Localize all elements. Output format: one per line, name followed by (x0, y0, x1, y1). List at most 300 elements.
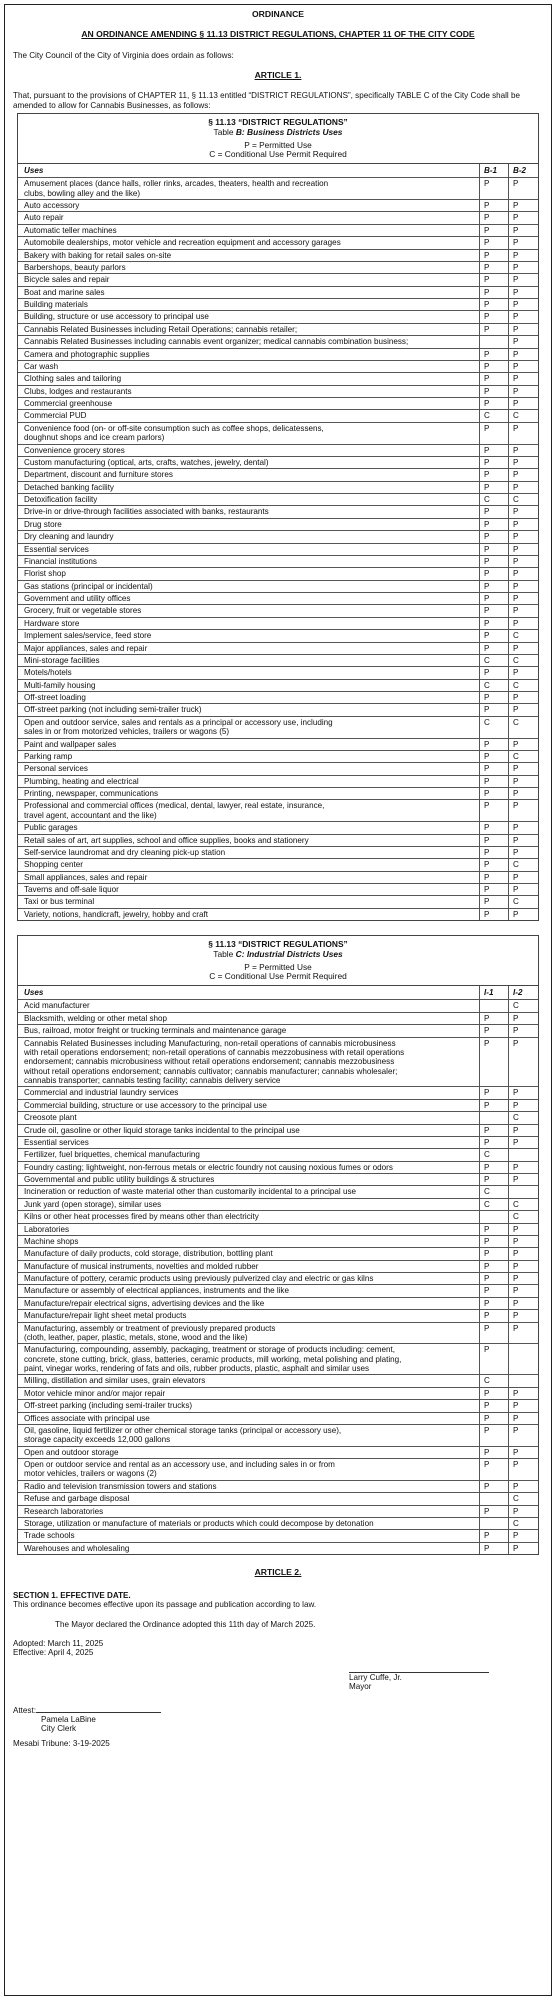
use-cell: Automatic teller machines (18, 225, 480, 236)
use-cell: Taverns and off-sale liquor (18, 884, 480, 895)
district-1-cell: P (480, 581, 509, 592)
district-2-cell: P (513, 1506, 519, 1516)
use-cell: Department, discount and furniture stores (18, 469, 480, 480)
district-2-cell: P (513, 1274, 519, 1283)
table-row (18, 1530, 538, 1542)
table-row (18, 556, 538, 568)
district-1-cell: P (480, 1543, 509, 1554)
district-1-cell: P (480, 373, 509, 384)
district-1-cell: P (480, 225, 509, 236)
district-1-cell: C (480, 1186, 509, 1197)
ordinance-page (4, 4, 552, 1996)
district-2-cell: P (513, 885, 519, 895)
district-1-cell: P (480, 361, 509, 372)
table-row (18, 1323, 538, 1345)
use-cell: Milling, distillation and similar uses, grain elevators (18, 1375, 480, 1386)
table-b-body (18, 164, 538, 920)
use-cell: Bus, railroad, motor freight or trucking terminals and maintenance garage (18, 1025, 480, 1036)
use-cell: Convenience grocery stores (18, 445, 480, 456)
table-row (18, 262, 538, 274)
district-1-cell: P (480, 386, 509, 397)
use-cell: Plumbing, heating and electrical (18, 776, 480, 787)
district-1-cell: C (480, 1199, 509, 1210)
district-2-cell: P (513, 643, 519, 653)
district-1-cell: P (480, 299, 509, 310)
table-row (18, 717, 538, 739)
table-b-legend-p: P = Permitted Use (244, 139, 312, 150)
table-row (18, 1174, 538, 1186)
table-row (18, 581, 538, 593)
table-row (18, 1162, 538, 1174)
use-cell: Public garages (18, 822, 480, 833)
table-row (18, 630, 538, 642)
district-2-cell: P (513, 1236, 519, 1246)
use-cell: Research laboratories (18, 1506, 480, 1517)
district-1-cell: P (480, 311, 509, 322)
district-2-cell: C (513, 1518, 519, 1528)
table-row (18, 1000, 538, 1012)
use-cell: Auto accessory (18, 200, 480, 211)
table-row (18, 445, 538, 457)
use-cell: Motor vehicle minor and/or major repair (18, 1388, 480, 1399)
district-2-cell: P (513, 238, 519, 248)
table-b-title: § 11.13 “DISTRICT REGULATIONS” (208, 117, 348, 128)
table-row (18, 884, 538, 896)
table-b-label: Table B: Business Districts Uses (213, 126, 343, 137)
clerk-name: Pamela LaBine (41, 1714, 96, 1724)
use-cell: Multi-family housing (18, 680, 480, 691)
section-1-text: This ordinance becomes effective upon its passage and publication according to law. (13, 1600, 317, 1610)
district-2-cell: C (513, 631, 519, 641)
use-cell: Car wash (18, 361, 480, 372)
use-cell: Retail sales of art, art supplies, school and office supplies, books and stationery (18, 835, 480, 846)
district-1-cell: P (480, 909, 509, 920)
table-row (18, 200, 538, 212)
district-1-cell: P (480, 704, 509, 715)
district-1-cell: C (480, 494, 509, 505)
district-1-cell: P (480, 835, 509, 846)
use-cell: Cannabis Related Businesses including Retail Operations; cannabis retailer; (18, 324, 480, 335)
district-1-cell: P (480, 1025, 509, 1036)
table-row (18, 1236, 538, 1248)
district-1-cell: P (480, 896, 509, 907)
district-2-cell: P (513, 764, 519, 774)
table-c-title: § 11.13 “DISTRICT REGULATIONS” (208, 939, 348, 950)
table-row (18, 225, 538, 237)
district-1-cell: P (480, 884, 509, 895)
district-1-cell: P (480, 1137, 509, 1148)
district-1-cell: P (480, 630, 509, 641)
table-row (18, 1025, 538, 1037)
table-row (18, 763, 538, 775)
district-2-cell: P (513, 618, 519, 628)
district-2-cell: C (513, 1199, 519, 1209)
use-cell: Professional and commercial offices (medical, dental, lawyer, real estate, insurance, travel agent, accountant and the like) (18, 800, 480, 821)
column-header-district-1: B-1 (480, 164, 509, 177)
district-1-cell: P (480, 859, 509, 870)
use-cell: Amusement places (dance halls, roller rinks, arcades, theaters, health and recreation clubs, bowling alley and the like) (18, 178, 480, 199)
district-1-cell: P (480, 667, 509, 678)
table-row (18, 655, 538, 667)
district-1-cell (480, 1211, 509, 1222)
district-2-cell: P (513, 1224, 519, 1234)
district-2-cell: P (513, 594, 519, 604)
district-2-cell: P (513, 823, 519, 833)
use-cell: Manufacturing, assembly or treatment of previously prepared products (cloth, leather, paper, plastic, metals, stone, wood and the like) (18, 1323, 480, 1344)
district-2-cell: P (513, 1088, 519, 1098)
district-1-cell: P (480, 178, 509, 199)
table-row (18, 618, 538, 630)
district-2-cell: P (513, 349, 519, 359)
article-1-text: That, pursuant to the provisions of CHAPTER 11, § 11.13 entitled “DISTRICT REGULATIONS”, specifically TABLE C of the City Code shall be amended to allow for Cannabis Businesses, as follows: (13, 91, 520, 110)
use-cell: Essential services (18, 1137, 480, 1148)
table-header-row (18, 164, 538, 178)
district-1-cell: P (480, 274, 509, 285)
district-2-cell: P (513, 1323, 519, 1333)
table-b (17, 113, 539, 921)
district-1-cell: P (480, 1273, 509, 1284)
district-2-cell: P (513, 482, 519, 492)
table-row (18, 1344, 538, 1375)
district-1-cell: P (480, 1506, 509, 1517)
table-b-header (18, 114, 538, 164)
table-row (18, 1298, 538, 1310)
table-row (18, 482, 538, 494)
district-1-cell: C (480, 1149, 509, 1160)
district-2-cell: P (513, 262, 519, 272)
use-cell: Open and outdoor storage (18, 1447, 480, 1458)
district-2-cell: P (513, 423, 519, 433)
table-c (17, 935, 539, 1555)
table-row (18, 1186, 538, 1198)
district-2-cell: P (513, 213, 519, 223)
table-row (18, 1199, 538, 1211)
table-row (18, 1388, 538, 1400)
district-1-cell: P (480, 469, 509, 480)
use-cell: Parking ramp (18, 751, 480, 762)
district-2-cell: P (513, 606, 519, 616)
district-2-cell: P (513, 1175, 519, 1184)
use-cell: Boat and marine sales (18, 287, 480, 298)
district-2-cell: P (513, 399, 519, 409)
use-cell: Open and outdoor service, sales and rentals as a principal or accessory use, including sales in or from motorized vehicles, trailers or wagons (5) (18, 717, 480, 738)
district-1-cell (480, 1000, 509, 1011)
district-2-cell: P (513, 457, 519, 467)
district-2-cell: C (513, 1212, 519, 1222)
district-2-cell: P (513, 847, 519, 857)
use-cell: Manufacture of musical instruments, novelties and molded rubber (18, 1261, 480, 1272)
use-cell: Self-service laundromat and dry cleaning pick-up station (18, 847, 480, 858)
district-1-cell: P (480, 423, 509, 444)
use-cell: Mini-storage facilities (18, 655, 480, 666)
use-cell: Government and utility offices (18, 593, 480, 604)
table-row (18, 1087, 538, 1099)
table-c-body (18, 986, 538, 1554)
use-cell: Foundry casting; lightweight, non-ferrous metals or electric foundry not causing noxious fumes or odors (18, 1162, 480, 1173)
table-row (18, 398, 538, 410)
district-1-cell: P (480, 1530, 509, 1541)
table-row (18, 237, 538, 249)
district-1-cell: P (480, 237, 509, 248)
district-1-cell: P (480, 1285, 509, 1296)
table-row (18, 1038, 538, 1088)
district-2-cell: P (513, 470, 519, 480)
district-1-cell: P (480, 1298, 509, 1309)
district-2-cell: P (513, 1162, 519, 1172)
effective-date: Effective: April 4, 2025 (13, 1648, 94, 1658)
use-cell: Bicycle sales and repair (18, 274, 480, 285)
district-2-cell: P (513, 739, 519, 749)
use-cell: Essential services (18, 544, 480, 555)
district-2-cell: P (513, 300, 519, 310)
district-2-cell: P (513, 801, 519, 811)
district-1-cell (480, 1112, 509, 1123)
use-cell: Cannabis Related Businesses including cannabis event organizer; medical cannabis combination business; (18, 336, 480, 347)
table-row (18, 667, 538, 679)
use-cell: Auto repair (18, 212, 480, 223)
article-2-heading: ARTICLE 2. (254, 1567, 302, 1577)
table-row (18, 859, 538, 871)
column-header-uses: Uses (18, 164, 480, 177)
use-cell: Clothing sales and tailoring (18, 373, 480, 384)
district-1-cell: P (480, 556, 509, 567)
district-2-cell: P (513, 324, 519, 334)
district-2-cell: P (513, 250, 519, 260)
use-cell: Grocery, fruit or vegetable stores (18, 605, 480, 616)
table-row (18, 835, 538, 847)
use-cell: Oil, gasoline, liquid fertilizer or other chemical storage tanks (principal or accessory use), storage capacity exceeds 12,000 gallons (18, 1425, 480, 1446)
district-1-cell: P (480, 1447, 509, 1458)
column-header-district-2: B-2 (513, 165, 527, 175)
district-2-cell: C (513, 495, 519, 505)
use-cell: Commercial greenhouse (18, 398, 480, 409)
district-1-cell: P (480, 445, 509, 456)
district-2-cell: P (513, 507, 519, 517)
use-cell: Camera and photographic supplies (18, 349, 480, 360)
table-row (18, 373, 538, 385)
column-header-district-1: I-1 (480, 986, 509, 999)
table-row (18, 593, 538, 605)
table-row (18, 1013, 538, 1025)
use-cell: Storage, utilization or manufacture of materials or products which could decompose by detonation (18, 1518, 480, 1529)
district-2-cell: P (513, 445, 519, 455)
district-2-cell: P (513, 361, 519, 371)
use-cell: Manufacture/repair light sheet metal products (18, 1310, 480, 1321)
district-2-cell: P (513, 1013, 519, 1023)
district-1-cell (480, 1493, 509, 1504)
district-1-cell: C (480, 717, 509, 738)
district-2-cell: P (513, 386, 519, 396)
use-cell: Florist shop (18, 568, 480, 579)
use-cell: Implement sales/service, feed store (18, 630, 480, 641)
use-cell: Major appliances, sales and repair (18, 643, 480, 654)
table-row (18, 1211, 538, 1223)
district-2-cell: P (513, 1026, 519, 1036)
table-b-legend-c: C = Conditional Use Permit Required (209, 149, 347, 160)
clerk-title: City Clerk (41, 1724, 77, 1734)
district-1-cell: P (480, 763, 509, 774)
table-c-legend-p: P = Permitted Use (244, 961, 312, 972)
table-row (18, 896, 538, 908)
table-row (18, 872, 538, 884)
mayor-title: Mayor (349, 1682, 372, 1692)
table-row (18, 386, 538, 398)
use-cell: Fertilizer, fuel briquettes, chemical manufacturing (18, 1149, 480, 1160)
declaration-text: The Mayor declared the Ordinance adopted this 11th day of March 2025. (55, 1619, 316, 1629)
district-1-cell: P (480, 800, 509, 821)
table-row (18, 1261, 538, 1273)
use-cell: Commercial PUD (18, 410, 480, 421)
district-2-cell: P (513, 374, 519, 384)
district-1-cell: P (480, 1400, 509, 1411)
table-row (18, 1425, 538, 1447)
table-row (18, 494, 538, 506)
district-1-cell: P (480, 618, 509, 629)
district-1-cell: P (480, 1459, 509, 1480)
table-row (18, 704, 538, 716)
district-1-cell: P (480, 1125, 509, 1136)
district-2-cell: C (513, 680, 519, 690)
table-row (18, 822, 538, 834)
district-1-cell: P (480, 605, 509, 616)
use-cell: Taxi or bus terminal (18, 896, 480, 907)
use-cell: Open or outdoor service and rental as an accessory use, and including sales in or from motor vehicles, trailers or wagons (2) (18, 1459, 480, 1480)
table-c-legend-c: C = Conditional Use Permit Required (209, 971, 347, 982)
use-cell: Manufacture/repair electrical signs, advertising devices and the like (18, 1298, 480, 1309)
district-1-cell: P (480, 531, 509, 542)
use-cell: Manufacture of pottery, ceramic products using previously pulverized clay and electric or gas kilns (18, 1273, 480, 1284)
table-row (18, 1112, 538, 1124)
table-row (18, 643, 538, 655)
district-1-cell: P (480, 212, 509, 223)
district-2-cell: P (513, 1447, 519, 1457)
district-2-cell (509, 1186, 538, 1197)
district-2-cell: P (513, 532, 519, 542)
use-cell: Hardware store (18, 618, 480, 629)
use-cell: Kilns or other heat processes fired by means other than electricity (18, 1211, 480, 1222)
district-2-cell: P (513, 1298, 519, 1308)
district-2-cell: P (513, 909, 519, 919)
use-cell: Laboratories (18, 1224, 480, 1235)
district-1-cell: P (480, 872, 509, 883)
district-2-cell: P (513, 1543, 519, 1553)
district-1-cell: P (480, 506, 509, 517)
table-row (18, 410, 538, 422)
use-cell: Offices associate with principal use (18, 1413, 480, 1424)
intro-text: The City Council of the City of Virginia does ordain as follows: (13, 50, 234, 60)
table-row (18, 349, 538, 361)
use-cell: Crude oil, gasoline or other liquid storage tanks incidental to the principal use (18, 1125, 480, 1136)
district-2-cell: P (513, 835, 519, 845)
use-cell: Shopping center (18, 859, 480, 870)
use-cell: Paint and wallpaper sales (18, 739, 480, 750)
table-row (18, 847, 538, 859)
district-1-cell: P (480, 751, 509, 762)
district-2-cell: P (513, 1311, 519, 1321)
use-cell: Variety, notions, handicraft, jewelry, hobby and craft (18, 909, 480, 920)
use-cell: Building, structure or use accessory to principal use (18, 311, 480, 322)
table-row (18, 311, 538, 323)
table-row (18, 324, 538, 336)
district-1-cell: P (480, 1425, 509, 1446)
district-2-cell: P (513, 569, 519, 579)
district-1-cell: P (480, 692, 509, 703)
use-cell: Clubs, lodges and restaurants (18, 386, 480, 397)
district-2-cell: P (513, 201, 519, 211)
table-row (18, 1149, 538, 1161)
district-2-cell: P (513, 1249, 519, 1259)
district-2-cell: C (513, 655, 519, 665)
table-row (18, 1285, 538, 1297)
table-row (18, 1224, 538, 1236)
district-2-cell: P (513, 1125, 519, 1135)
use-cell: Radio and television transmission towers and stations (18, 1481, 480, 1492)
use-cell: Gas stations (principal or incidental) (18, 581, 480, 592)
use-cell: Personal services (18, 763, 480, 774)
table-row (18, 788, 538, 800)
district-2-cell: P (513, 1100, 519, 1110)
district-1-cell: P (480, 822, 509, 833)
table-row (18, 751, 538, 763)
attest-label: Attest: (13, 1705, 36, 1715)
district-1-cell: C (480, 1375, 509, 1386)
use-cell: Warehouses and wholesaling (18, 1543, 480, 1554)
district-1-cell: P (480, 568, 509, 579)
district-1-cell: P (480, 1323, 509, 1344)
district-2-cell: P (513, 1137, 519, 1147)
table-row (18, 1400, 538, 1412)
use-cell: Bakery with baking for retail sales on-site (18, 250, 480, 261)
district-2-cell: P (513, 1460, 519, 1469)
district-2-cell: P (513, 1388, 519, 1398)
table-row (18, 1413, 538, 1425)
column-header-district-2: I-2 (513, 988, 523, 997)
district-1-cell: P (480, 1224, 509, 1235)
district-1-cell (480, 336, 509, 347)
district-1-cell: C (480, 655, 509, 666)
table-row (18, 544, 538, 556)
district-1-cell: P (480, 519, 509, 530)
district-2-cell: C (513, 860, 519, 870)
district-1-cell: P (480, 739, 509, 750)
use-cell: Refuse and garbage disposal (18, 1493, 480, 1504)
use-cell: Financial institutions (18, 556, 480, 567)
table-row (18, 1125, 538, 1137)
district-2-cell: C (513, 1001, 519, 1011)
table-row (18, 531, 538, 543)
table-row (18, 1481, 538, 1493)
use-cell: Barbershops, beauty parlors (18, 262, 480, 273)
district-1-cell: P (480, 1100, 509, 1111)
district-2-cell: P (513, 1531, 519, 1541)
district-2-cell: P (513, 1425, 519, 1435)
column-header-uses: Uses (18, 986, 480, 999)
attest-block (13, 1706, 543, 1715)
use-cell: Motels/hotels (18, 667, 480, 678)
district-1-cell: P (480, 1236, 509, 1247)
table-row (18, 506, 538, 518)
use-cell: Manufacture or assembly of electrical appliances, instruments and the like (18, 1285, 480, 1296)
district-2-cell: P (513, 179, 519, 189)
table-row (18, 1137, 538, 1149)
table-row (18, 274, 538, 286)
document-subtitle: AN ORDINANCE AMENDING § 11.13 DISTRICT REGULATIONS, CHAPTER 11 OF THE CITY CODE (81, 28, 475, 39)
district-2-cell: P (513, 275, 519, 285)
district-2-cell: P (513, 668, 519, 678)
table-row (18, 1375, 538, 1387)
table-row (18, 1100, 538, 1112)
table-row (18, 1493, 538, 1505)
